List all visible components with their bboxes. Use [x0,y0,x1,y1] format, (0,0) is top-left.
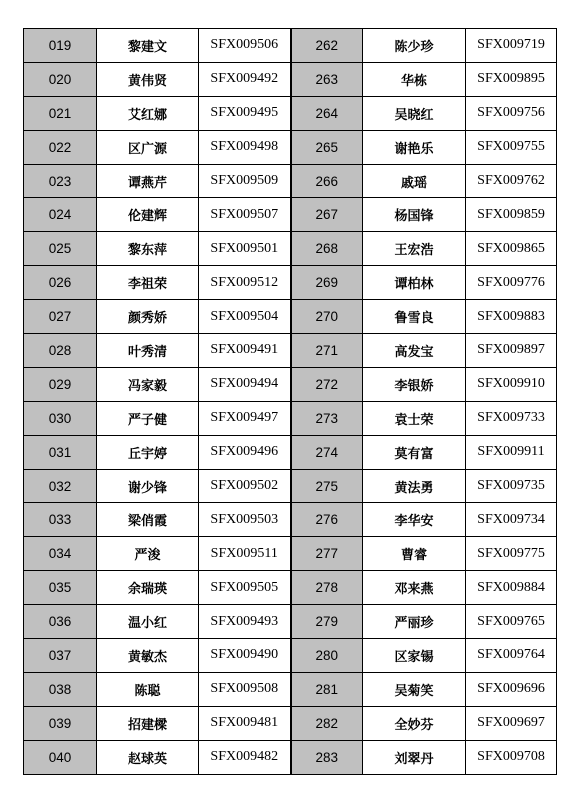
left-name-cell: 严浚 [97,537,199,571]
right-id-cell: SFX009708 [466,740,557,774]
left-id-cell: SFX009507 [199,198,291,232]
table-row [24,164,557,198]
left-name-cell: 伦建辉 [97,198,199,232]
table-row [24,435,557,469]
left-number-cell: 019 [24,29,97,63]
left-number-cell: 037 [24,639,97,673]
right-name-cell: 黄法勇 [363,469,466,503]
left-number-cell: 021 [24,96,97,130]
right-id-cell: SFX009764 [466,639,557,673]
left-number-cell: 039 [24,706,97,740]
left-number-cell: 036 [24,605,97,639]
right-id-cell: SFX009735 [466,469,557,503]
left-name-cell: 李祖荣 [97,266,199,300]
right-number-cell: 281 [291,672,363,706]
right-id-cell: SFX009865 [466,232,557,266]
right-number-cell: 271 [291,334,363,368]
left-number-cell: 024 [24,198,97,232]
left-id-cell: SFX009504 [199,300,291,334]
right-number-cell: 278 [291,571,363,605]
right-number-cell: 265 [291,130,363,164]
left-name-cell: 谭燕芹 [97,164,199,198]
table-row [24,469,557,503]
right-number-cell: 262 [291,29,363,63]
table-row [24,706,557,740]
right-name-cell: 李银娇 [363,367,466,401]
left-id-cell: SFX009501 [199,232,291,266]
right-number-cell: 267 [291,198,363,232]
left-id-cell: SFX009511 [199,537,291,571]
right-id-cell: SFX009910 [466,367,557,401]
right-id-cell: SFX009756 [466,96,557,130]
right-number-cell: 272 [291,367,363,401]
right-number-cell: 273 [291,401,363,435]
table-row [24,96,557,130]
table-row [24,300,557,334]
left-number-cell: 020 [24,62,97,96]
right-id-cell: SFX009696 [466,672,557,706]
table-row [24,401,557,435]
table-row [24,198,557,232]
left-name-cell: 赵球英 [97,740,199,774]
left-number-cell: 023 [24,164,97,198]
left-id-cell: SFX009490 [199,639,291,673]
left-name-cell: 黄敏杰 [97,639,199,673]
right-id-cell: SFX009895 [466,62,557,96]
right-name-cell: 王宏浩 [363,232,466,266]
right-name-cell: 戚瑶 [363,164,466,198]
table-row [24,367,557,401]
right-id-cell: SFX009775 [466,537,557,571]
right-id-cell: SFX009734 [466,503,557,537]
left-name-cell: 冯家毅 [97,367,199,401]
left-id-cell: SFX009497 [199,401,291,435]
left-id-cell: SFX009508 [199,672,291,706]
right-number-cell: 274 [291,435,363,469]
left-name-cell: 余瑞瑛 [97,571,199,605]
left-number-cell: 027 [24,300,97,334]
right-number-cell: 282 [291,706,363,740]
right-name-cell: 谭柏林 [363,266,466,300]
left-number-cell: 025 [24,232,97,266]
table-row [24,29,557,63]
left-number-cell: 026 [24,266,97,300]
left-id-cell: SFX009481 [199,706,291,740]
left-name-cell: 黎建文 [97,29,199,63]
left-number-cell: 032 [24,469,97,503]
right-number-cell: 263 [291,62,363,96]
left-id-cell: SFX009491 [199,334,291,368]
table-row [24,130,557,164]
right-name-cell: 吴菊笑 [363,672,466,706]
table-row [24,740,557,774]
right-id-cell: SFX009762 [466,164,557,198]
right-id-cell: SFX009883 [466,300,557,334]
roster-table [23,28,557,775]
right-name-cell: 曹睿 [363,537,466,571]
left-number-cell: 030 [24,401,97,435]
left-id-cell: SFX009496 [199,435,291,469]
left-name-cell: 陈聪 [97,672,199,706]
right-number-cell: 276 [291,503,363,537]
right-id-cell: SFX009755 [466,130,557,164]
table-row [24,537,557,571]
left-name-cell: 艾红娜 [97,96,199,130]
left-number-cell: 029 [24,367,97,401]
left-id-cell: SFX009502 [199,469,291,503]
left-number-cell: 033 [24,503,97,537]
left-id-cell: SFX009506 [199,29,291,63]
right-number-cell: 269 [291,266,363,300]
table-row [24,232,557,266]
right-name-cell: 高发宝 [363,334,466,368]
right-number-cell: 277 [291,537,363,571]
left-name-cell: 黄伟贤 [97,62,199,96]
left-name-cell: 丘宇婷 [97,435,199,469]
right-name-cell: 华栋 [363,62,466,96]
right-name-cell: 鲁雪良 [363,300,466,334]
table-row [24,503,557,537]
right-name-cell: 陈少珍 [363,29,466,63]
right-id-cell: SFX009697 [466,706,557,740]
right-name-cell: 吴晓红 [363,96,466,130]
right-number-cell: 275 [291,469,363,503]
right-name-cell: 袁士荣 [363,401,466,435]
left-number-cell: 034 [24,537,97,571]
left-id-cell: SFX009505 [199,571,291,605]
left-id-cell: SFX009503 [199,503,291,537]
right-id-cell: SFX009765 [466,605,557,639]
left-id-cell: SFX009494 [199,367,291,401]
right-name-cell: 区家锡 [363,639,466,673]
table-row [24,605,557,639]
left-id-cell: SFX009509 [199,164,291,198]
table-row [24,639,557,673]
left-id-cell: SFX009512 [199,266,291,300]
right-number-cell: 266 [291,164,363,198]
left-number-cell: 040 [24,740,97,774]
right-id-cell: SFX009776 [466,266,557,300]
right-name-cell: 莫有富 [363,435,466,469]
left-name-cell: 谢少锋 [97,469,199,503]
left-name-cell: 招建樑 [97,706,199,740]
left-name-cell: 黎东萍 [97,232,199,266]
right-name-cell: 邓来燕 [363,571,466,605]
left-number-cell: 035 [24,571,97,605]
left-number-cell: 028 [24,334,97,368]
right-number-cell: 283 [291,740,363,774]
right-id-cell: SFX009859 [466,198,557,232]
right-name-cell: 杨国锋 [363,198,466,232]
table-row [24,266,557,300]
right-id-cell: SFX009884 [466,571,557,605]
left-id-cell: SFX009492 [199,62,291,96]
left-name-cell: 严子健 [97,401,199,435]
right-name-cell: 李华安 [363,503,466,537]
right-id-cell: SFX009911 [466,435,557,469]
right-number-cell: 268 [291,232,363,266]
right-number-cell: 270 [291,300,363,334]
left-name-cell: 区广源 [97,130,199,164]
right-name-cell: 严丽珍 [363,605,466,639]
left-number-cell: 031 [24,435,97,469]
left-name-cell: 梁俏霞 [97,503,199,537]
right-name-cell: 全妙芬 [363,706,466,740]
right-id-cell: SFX009733 [466,401,557,435]
left-name-cell: 温小红 [97,605,199,639]
table-row [24,334,557,368]
right-name-cell: 刘翠丹 [363,740,466,774]
roster-body [24,29,557,775]
right-id-cell: SFX009897 [466,334,557,368]
right-id-cell: SFX009719 [466,29,557,63]
right-number-cell: 279 [291,605,363,639]
right-number-cell: 264 [291,96,363,130]
table-row [24,672,557,706]
left-number-cell: 038 [24,672,97,706]
left-name-cell: 颜秀娇 [97,300,199,334]
left-id-cell: SFX009498 [199,130,291,164]
table-row [24,62,557,96]
left-id-cell: SFX009493 [199,605,291,639]
right-name-cell: 谢艳乐 [363,130,466,164]
left-id-cell: SFX009482 [199,740,291,774]
table-row [24,571,557,605]
right-number-cell: 280 [291,639,363,673]
left-name-cell: 叶秀清 [97,334,199,368]
left-id-cell: SFX009495 [199,96,291,130]
left-number-cell: 022 [24,130,97,164]
